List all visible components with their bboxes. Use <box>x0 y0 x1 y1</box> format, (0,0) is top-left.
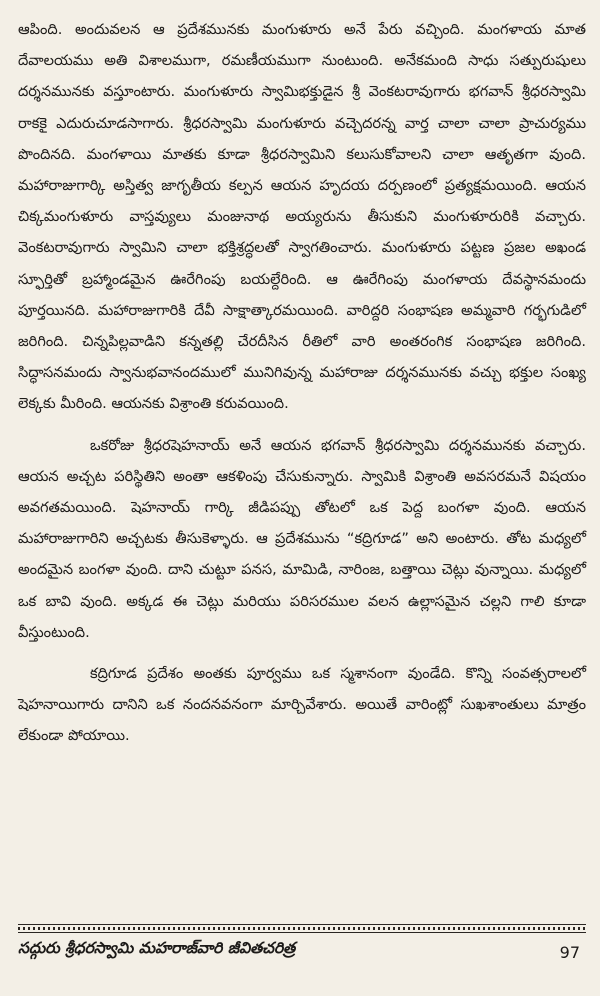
paragraph-2: ఒకరోజు శ్రీధరషెహనాయ్ అనే ఆయన భగవాన్ శ్రీధరస్వామి దర్శనమునకు వచ్చారు. ఆయన అచ్చట పరిస్థితిని అంతా ఆకళింపు చేసుకున్నారు. స్వామికి విశ్రాంతి అవసరమనే విషయం అవగతమయింది. షెహనాయ్ గార్కి జీడిపప్పు తోటలో ఒక పెద్ద బంగళా వుంది. ఆయన మహారాజుగారిని అచ్చటకు తీసుకెళ్ళారు. ఆ ప్రదేశమును “కద్రిగూడ” అని అంటారు. తోట మధ్యలో అందమైన బంగళా వుంది. దాని చుట్టూ పనస, మామిడి, నారింజ, బత్తాయి చెట్లు వున్నాయి. మధ్యలో ఒక బావి వుంది. అక్కడ ఈ చెట్లు మరియు పరిసరముల వలన ఉల్లాసమైన చల్లని గాలి కూడా వీస్తుంటుంది. <box>18 436 586 641</box>
footer-divider <box>18 924 586 933</box>
paragraph-3: కద్రిగూడ ప్రదేశం అంతకు పూర్వము ఒక స్మశానంగా వుండేది. కొన్ని సంవత్సరాలలో షెహనాయిగారు దానిని ఒక నందనవనంగా మార్చివేశారు. అయితే వారింట్లో సుఖశాంతులు మాత్రం లేకుండా పోయాయి. <box>18 665 586 745</box>
page-footer <box>18 934 580 964</box>
paragraph-1: ఆపింది. అందువలన ఆ ప్రదేశమునకు మంగుళూరు అనే పేరు వచ్చింది. మంగళాయ మాత దేవాలయము అతి విశాలముగా, రమణీయముగా నుంటుంది. అనేకమంది సాధు సత్పురుషులు దర్శనమునకు వస్తూంటారు. మంగుళూరు స్వామిభక్తుడైన శ్రీ వెంకటరావుగారు భగవాన్ శ్రీధరస్వామి రాకకై ఎదురుచూడసాగారు. శ్రీధరస్వామి మంగుళూరు వచ్చెదరన్న వార్త చాలా చాలా ప్రాచుర్యము పొందినది. మంగళాయి మాతకు కూడా శ్రీధరస్వామిని కలుసుకోవాలని చాలా ఆతృతగా వుంది. మహారాజుగార్కి అస్తిత్వ జాగృతీయ కల్పన ఆయన హృదయ దర్పణంలో ప్రత్యక్షమయింది. ఆయన చిక్కమంగుళూరు వాస్తవ్యులు మంజునాథ అయ్యరును తీసుకుని మంగుళూరురికి వచ్చారు. వెంకటరావుగారు స్వామిని చాలా భక్తిశ్రద్ధలతో స్వాగతించారు. మంగుళూరు పట్టణ ప్రజల అఖండ స్ఫూర్తితో బ్రహ్మాండమైన ఊరేగింపు బయల్దేరింది. ఆ ఊరేగింపు మంగళాయ దేవస్థానమందు పూర్తయినది. మహారాజుగారికి దేవీ సాక్షాత్కారమయింది. వారిద్దరి సంభాషణ అమ్మవారి గర్భగుడిలో జరిగింది. చిన్నపిల్లవాడిని కన్నతల్లి చేరదీసిన రీతిలో వారి అంతరంగిక సంభాషణ జరిగింది. సిద్ధాసనమందు స్వానుభవానందములో మునిగివున్న మహారాజు దర్శనమునకు వచ్చు భక్తుల సంఖ్య లెక్కకు మీరింది. ఆయనకు విశ్రాంతి కరువయింది. <box>18 21 586 413</box>
page-number: 97 <box>559 942 580 962</box>
book-title: సద్గురు శ్రీధరస్వామి మహరాజ్‌వారి జీవితచరిత్ర <box>18 937 296 957</box>
